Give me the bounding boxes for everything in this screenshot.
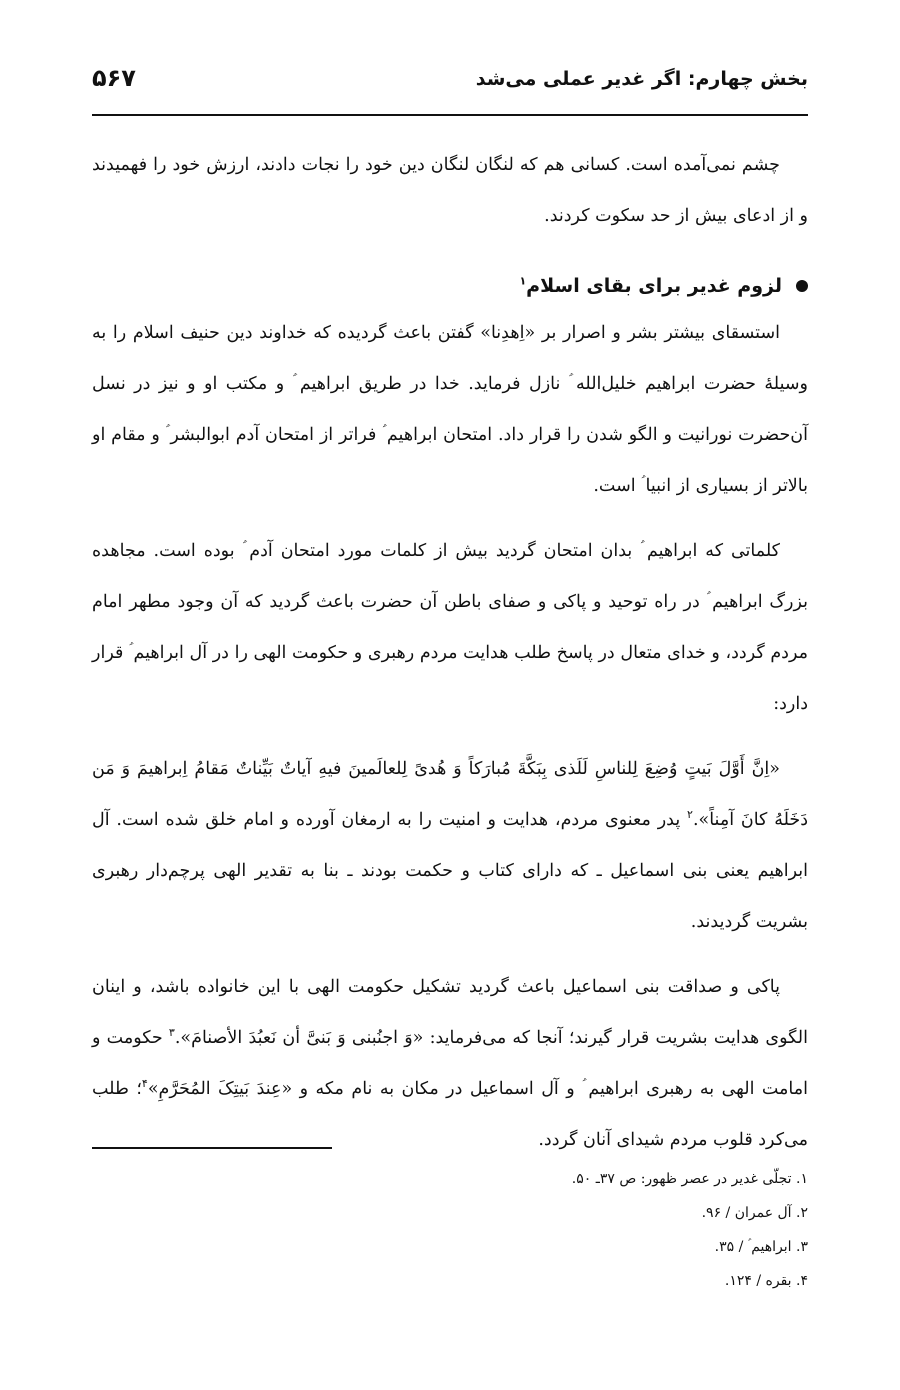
footnotes [92, 1162, 808, 1298]
footnote-ref-1[interactable]: ۱ [519, 274, 527, 288]
paragraph-4 [92, 744, 808, 948]
body-text [92, 140, 808, 1166]
section-heading-text: لزوم غدیر برای بقای اسلام$^۱$ [519, 274, 782, 297]
paragraph-1: چشم نمی‌آمده است. کسانی هم که لنگان لنگان دین خود را نجات دادند، ارزش خود را فهمیدند و از ادعای بیش از حد سکوت کردند. [92, 155, 808, 226]
footnote-2: ۲. آل عمران / ۹۶. [701, 1205, 808, 1221]
page-header [92, 62, 808, 102]
footnote-ref-4[interactable]: ۴ [141, 1077, 148, 1091]
header-rule [92, 114, 808, 116]
running-title: بخش چهارم: اگر غدیر عملی می‌شد [475, 68, 808, 90]
footnote-1: ۱. تجلّی غدیر در عصر ظهور: ص ۳۷ـ ۵۰. [571, 1171, 808, 1187]
footnote-ref-3[interactable]: ۳ [168, 1026, 175, 1040]
paragraph-4-text: پدر معنوی مردم، هدایت و امنیت را به ارمغان آورده و امام خلق شده است. آل ابراهیم یعنی بنی اسماعیل ـ که دارای کتاب و حکمت بودند ـ بنا به تقدیر الهی پرچم‌دار رهبری بشریت گردیدند. [92, 810, 808, 932]
section-heading [92, 264, 808, 308]
paragraph-5-text-b: حکومت و امامت الهی به رهبری ابراهیم ؑ و آل اسماعیل در مکان به نام مکه و «عِندَ بَیتِکَ المُحَرَّمِ» [92, 1028, 809, 1099]
quran-quote-1: «اِنَّ أَوَّلَ بَیتٍ وُضِعَ لِلناسِ لَلَذی بِبَکَّةَ مُبارَکاً وَ هُدیً لِلعالَمینَ فیهِ آیاتٌ بَیِّناتٌ مَقامُ اِبراهیمَ وَ مَن دَخَلَهُ کانَ آمِناً». [92, 759, 808, 830]
footnote-4: ۴. بقره / ۱۲۴. [724, 1273, 808, 1289]
book-page [92, 0, 808, 1390]
footnote-3: ۳. ابراهیم ؑ / ۳۵. [714, 1239, 808, 1255]
paragraph-2: استسقای بیشتر بشر و اصرار بر «اِهدِنا» گفتن باعث گردیده که خداوند دین حنیف اسلام را به وسیلهٔ حضرت ابراهیم خلیل‌الله ؑ نازل فرماید. خدا در طریق ابراهیم ؑ و مکتب او و نیز در نسل آن‌حضرت نورانیت و الگو شدن را قرار داد. امتحان ابراهیم ؑ فراتر از امتحان آدم ابوالبشر ؑ و مقام او بالاتر از بسیاری از انبیا ؑ است. [92, 323, 808, 496]
paragraph-5-text-a: پاکی و صداقت بنی اسماعیل باعث گردید تشکیل حکومت الهی با این خانواده باشد، و اینان الگوی هدایت بشریت قرار گیرند؛ آنجا که می‌فرماید: «وَ اجنُبنی وَ بَنیَّ أن نَعبُدَ الأصنامَ». [92, 977, 808, 1048]
paragraph-5-text-c: ؛ طلب می‌کرد قلوب مردم شیدای آنان گردد. [92, 1079, 808, 1150]
footnote-rule [92, 1147, 332, 1149]
paragraph-3: کلماتی که ابراهیم ؑ بدان امتحان گردید بیش از کلمات مورد امتحان آدم ؑ بوده است. مجاهده بزرگ ابراهیم ؑ در راه توحید و پاکی و صفای باطن آن حضرت باعث گردید که آن وجود مطهر امام مردم گردد، و خدای متعال در پاسخ طلب هدایت مردم رهبری و حکومت الهی را در آل ابراهیم ؑ قرار دارد: [92, 541, 808, 714]
bullet-icon [796, 280, 808, 292]
page-number: ۵۶۷ [92, 64, 136, 92]
footnote-ref-2[interactable]: ۲ [687, 808, 693, 822]
paragraph-5 [92, 962, 808, 1166]
